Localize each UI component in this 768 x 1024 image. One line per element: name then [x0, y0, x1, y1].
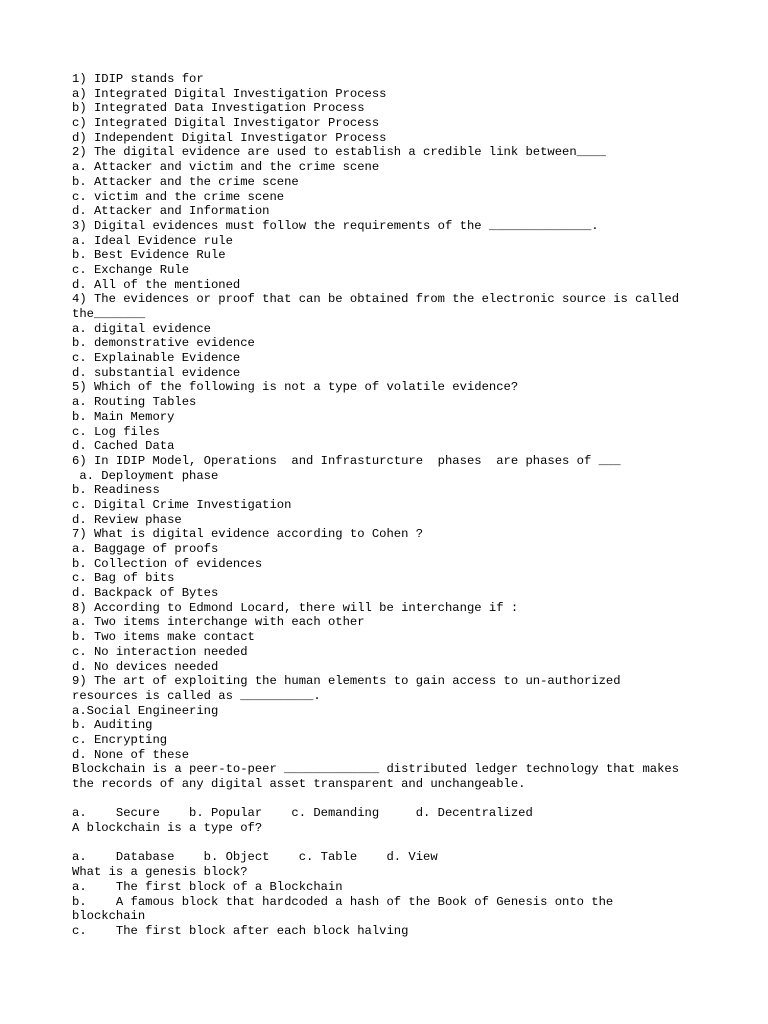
text-line: Blockchain is a peer-to-peer _____________ distributed ledger technology that makes: [72, 762, 680, 777]
text-line: a.Social Engineering: [72, 703, 219, 718]
text-line: 7) What is digital evidence according to Cohen ?: [72, 527, 424, 542]
text-line: b. Main Memory: [72, 409, 175, 424]
text-line: A blockchain is a type of?: [72, 821, 263, 836]
text-line: a. Deployment phase: [72, 468, 219, 483]
text-line: d. No devices needed: [72, 659, 219, 674]
text-line: d. Attacker and Information: [72, 204, 270, 219]
text-line: b. Readiness: [72, 483, 160, 498]
text-line: c. Explainable Evidence: [72, 351, 241, 366]
text-line: a. The first block of a Blockchain: [72, 879, 343, 894]
text-line: b. Best Evidence Rule: [72, 248, 226, 263]
text-line: c. The first block after each block halving: [72, 923, 409, 938]
text-line: the records of any digital asset transparent and unchangeable.: [72, 777, 526, 791]
text-line: c. Bag of bits: [72, 571, 175, 586]
text-line: b. Two items make contact: [72, 630, 255, 645]
blank-line: [72, 836, 712, 851]
text-line: b. A famous block that hardcoded a hash of the Book of Genesis onto the: [72, 894, 614, 909]
text-line: c. victim and the crime scene: [72, 189, 285, 204]
text-line: a. Ideal Evidence rule: [72, 233, 233, 248]
text-line: d. Cached Data: [72, 439, 175, 454]
text-line: a. Routing Tables: [72, 395, 197, 410]
text-line: c) Integrated Digital Investigator Process: [72, 116, 380, 131]
text-line: b. demonstrative evidence: [72, 336, 255, 351]
text-line: the_______: [72, 307, 146, 321]
document-page: [72, 72, 712, 939]
text-line: blockchain: [72, 909, 146, 924]
text-line: 2) The digital evidence are used to establish a credible link between____: [72, 145, 606, 160]
text-line: a) Integrated Digital Investigation Process: [72, 86, 387, 101]
text-line: b. Collection of evidences: [72, 556, 263, 571]
text-line: c. Exchange Rule: [72, 262, 190, 277]
text-line: d. All of the mentioned: [72, 277, 241, 292]
text-line: 1) IDIP stands for: [72, 72, 204, 86]
text-line: 3) Digital evidences must follow the requirements of the ______________.: [72, 218, 599, 233]
text-line: c. Log files: [72, 424, 160, 439]
text-line: 6) In IDIP Model, Operations and Infrasturcture phases are phases of ___: [72, 453, 621, 468]
text-line: c. Digital Crime Investigation: [72, 497, 292, 512]
text-line: b. Auditing: [72, 718, 153, 733]
text-line: a. Attacker and victim and the crime scene: [72, 160, 380, 175]
text-line: 5) Which of the following is not a type of volatile evidence?: [72, 380, 519, 395]
text-line: b) Integrated Data Investigation Process: [72, 101, 365, 116]
text-line: d. substantial evidence: [72, 365, 241, 380]
text-line: d. Backpack of Bytes: [72, 586, 219, 601]
text-line: resources is called as __________.: [72, 688, 321, 703]
text-line: 4) The evidences or proof that can be obtained from the electronic source is called: [72, 292, 680, 307]
text-line: 9) The art of exploiting the human elements to gain access to un-authorized: [72, 674, 621, 689]
text-line: a. Baggage of proofs: [72, 542, 219, 556]
text-line: a. Secure b. Popular c. Demanding d. Decentralized: [72, 806, 533, 821]
text-line: c. Encrypting: [72, 732, 168, 747]
text-line: b. Attacker and the crime scene: [72, 174, 299, 189]
text-line: a. Database b. Object c. Table d. View: [72, 850, 438, 865]
text-line: a. digital evidence: [72, 321, 211, 336]
text-line: d) Independent Digital Investigator Process: [72, 130, 387, 145]
text-line: a. Two items interchange with each other: [72, 615, 365, 630]
document-body: [72, 72, 712, 939]
text-line: 8) According to Edmond Locard, there will be interchange if :: [72, 600, 519, 615]
text-line: c. No interaction needed: [72, 644, 248, 659]
text-line: d. None of these: [72, 747, 190, 762]
text-line: What is a genesis block?: [72, 865, 248, 880]
text-line: d. Review phase: [72, 512, 182, 527]
blank-line: [72, 792, 712, 807]
